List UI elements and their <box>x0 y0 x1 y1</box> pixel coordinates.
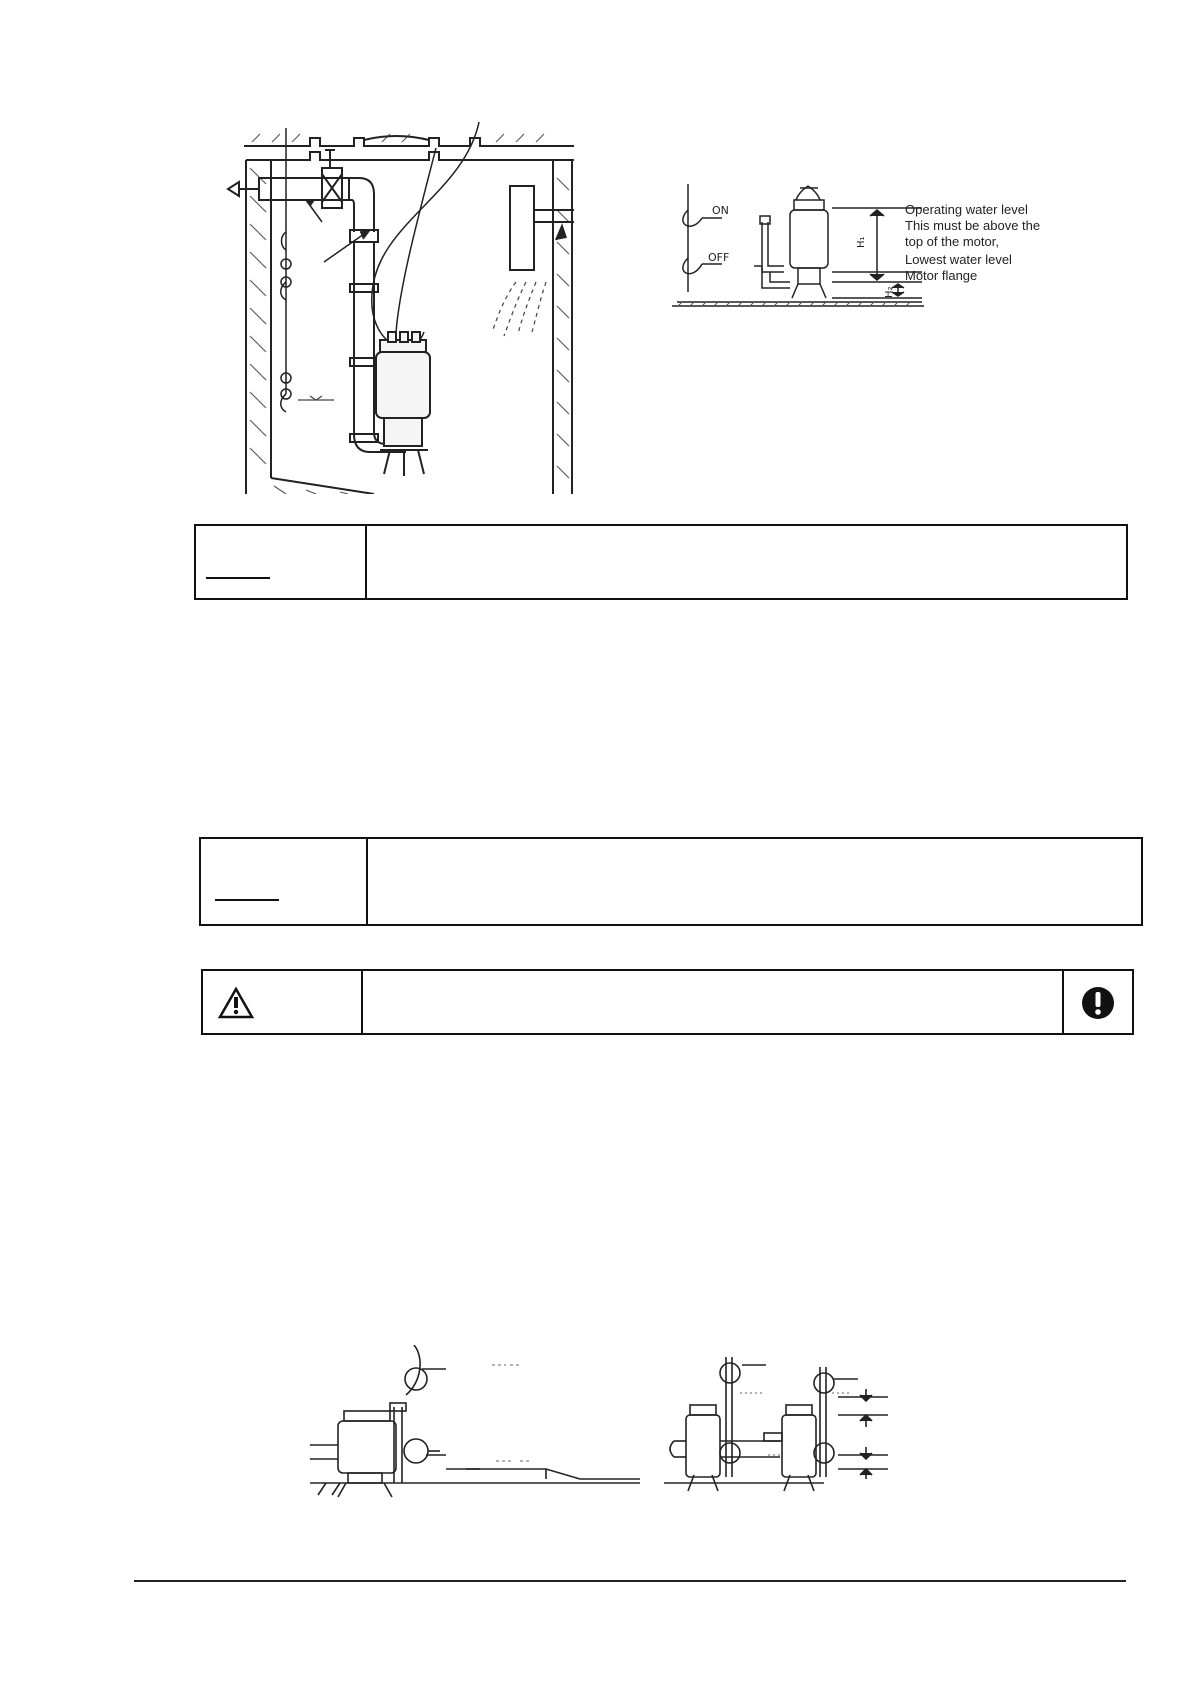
note-line-5: Motor flange <box>905 268 978 283</box>
note-line-4: Lowest water level <box>905 252 1012 267</box>
footer-divider <box>134 1580 1126 1582</box>
on-label: ON <box>712 204 729 217</box>
notice-box-2-mark <box>215 899 279 901</box>
notice-box-1-left <box>196 526 367 598</box>
warning-box-left <box>203 971 363 1033</box>
pump-float-installation-diagram <box>310 1345 640 1515</box>
pit-installation-svg <box>224 114 604 494</box>
warning-triangle-icon <box>217 986 255 1020</box>
bottom-right-svg <box>664 1345 914 1515</box>
h2-label: H₂ <box>884 286 895 298</box>
notice-box-1-mark <box>206 577 270 579</box>
dual-pump-level-diagram <box>664 1345 914 1515</box>
notice-box-2 <box>199 837 1143 926</box>
bottom-left-svg <box>310 1345 640 1515</box>
exclamation-circle-icon <box>1080 985 1116 1021</box>
off-label: OFF <box>708 251 730 264</box>
pit-installation-diagram <box>224 114 604 494</box>
water-level-notes <box>905 202 1085 284</box>
warning-box-right <box>1062 971 1132 1033</box>
warning-box <box>201 969 1134 1035</box>
notice-box-1 <box>194 524 1128 600</box>
note-line-2: This must be above the <box>905 218 1041 233</box>
note-line-1: Operating water level <box>905 202 1028 217</box>
note-line-3: top of the motor, <box>905 234 999 249</box>
h1-label: H₁ <box>856 236 867 248</box>
notice-box-2-left <box>201 839 368 924</box>
